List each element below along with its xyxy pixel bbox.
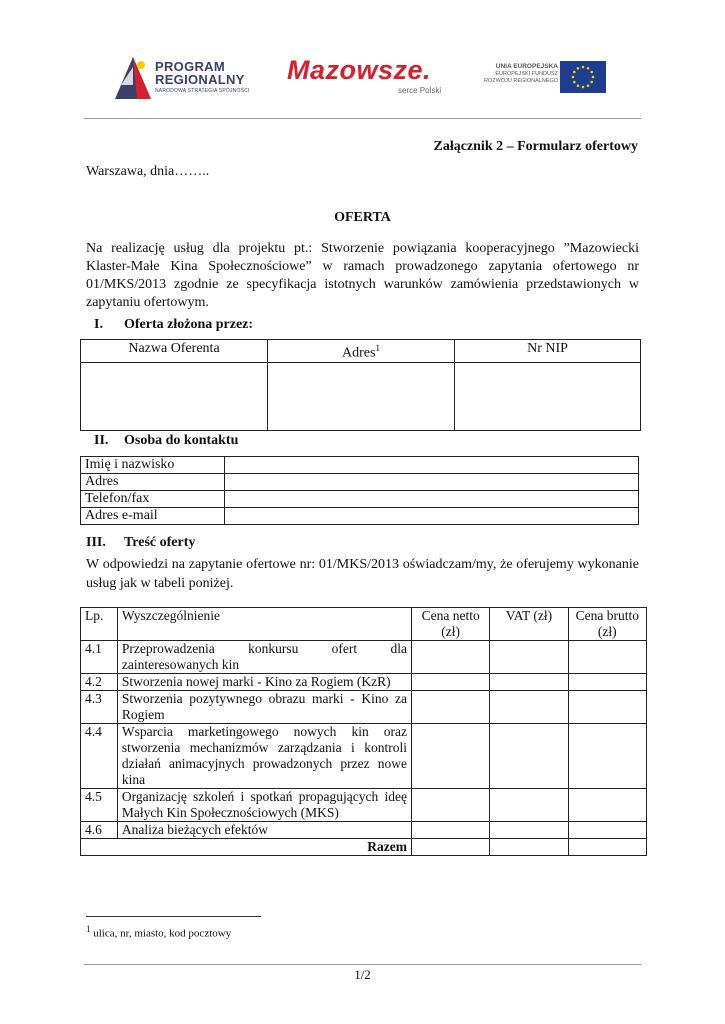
footnote-text: ulica, nr, miasto, kod pocztowy [93,927,232,940]
section2-title: Osoba do kontaktu [124,433,239,448]
footnote [86,924,231,940]
row-desc: Analiza bieżących efektów [117,822,411,839]
row-lp: 4.5 [81,789,118,822]
program-line1: PROGRAM [155,59,225,74]
footnote-number: 1 [86,924,91,934]
heading-text: OFERTA [334,210,391,225]
table-row [81,789,647,822]
row-netto[interactable] [411,641,489,674]
contact-row-address [81,474,639,491]
col-nazwa-oferenta: Nazwa Oferenta [81,340,268,363]
cell-nr-nip[interactable] [455,362,641,430]
table-row [81,724,647,789]
intro-paragraph: Na realizację usług dla projektu pt.: Stworzenie powiązania kooperacyjnego ”Mazowiecki Klaster-Małe Kina Społecznościowe” w ramach prowadzonego zapytania ofertowego nr 01/MKS/2013 zgodnie ze specyfikacja istotnych warunków zamówienia przedstawionych w zapytaniu ofertowym. [86,241,639,310]
mazowsze-subtitle: serce Polski [398,86,442,95]
col-nr-nip: Nr NIP [455,340,641,363]
row-desc: Przeprowadzenia konkursu ofert dla zainteresowanych kin [117,641,411,674]
contact-label-email: Adres e-mail [81,508,225,525]
row-brutto[interactable] [568,641,646,674]
row-netto[interactable] [411,674,489,691]
row-desc: Organizację szkoleń i spotkań propagujących ideę Małych Kin Społecznościowych (MKS) [117,789,411,822]
col-wyszczegolnienie: Wyszczególnienie [117,608,411,641]
section2-heading [94,433,238,449]
section1-number: I. [94,317,103,332]
contact-value-name[interactable] [225,457,639,474]
page-number: 1/2 [354,967,371,982]
offer-header-row [81,608,647,641]
row-lp: 4.4 [81,724,118,789]
contact-row-name [81,457,639,474]
section2-number: II. [94,433,109,448]
row-lp: 4.2 [81,674,118,691]
row-desc: Stworzenia pozytywnego obrazu marki - Kino za Rogiem [117,691,411,724]
contact-table [80,456,639,525]
footer-divider [84,964,641,965]
attachment-title: Załącznik 2 – Formularz ofertowy [433,139,638,154]
row-desc: Stworzenia nowej marki - Kino za Rogiem (KzR) [117,674,411,691]
eu-line1: UNIA EUROPEJSKA [495,63,558,70]
row-lp: 4.3 [81,691,118,724]
section3-heading [86,535,195,551]
table-row [81,691,647,724]
row-vat[interactable] [490,789,568,822]
row-vat[interactable] [490,641,568,674]
row-brutto[interactable] [568,724,646,789]
table-row [81,641,647,674]
row-lp: 4.1 [81,641,118,674]
cell-adres[interactable] [268,362,455,430]
row-brutto[interactable] [568,822,646,839]
row-lp: 4.6 [81,822,118,839]
row-brutto[interactable] [568,674,646,691]
city-date: Warszawa, dnia…….. [86,164,210,179]
section3-number: III. [86,535,106,550]
row-netto[interactable] [411,789,489,822]
table-row [81,674,647,691]
row-netto[interactable] [411,724,489,789]
total-row [81,839,647,856]
total-brutto[interactable] [568,839,646,856]
total-label: Razem [81,839,412,856]
mazowsze-logo: Mazowsze. [287,55,432,85]
row-vat[interactable] [490,822,568,839]
col-adres-label: Adres [342,345,376,361]
row-vat[interactable] [490,724,568,789]
row-vat[interactable] [490,674,568,691]
contact-value-email[interactable] [225,508,639,525]
row-desc: Wsparcia marketingowego nowych kin oraz stworzenia mechanizmów zarządzania i kontroli działań animacyjnych prowadzonych przez nowe kina [117,724,411,789]
table-row [81,822,647,839]
adres-footnote-ref: 1 [375,343,380,353]
total-netto[interactable] [411,839,489,856]
row-vat[interactable] [490,691,568,724]
program-regionalny-text [155,60,250,95]
cell-nazwa-oferenta[interactable] [81,362,268,430]
eu-flag-icon [560,61,606,93]
row-netto[interactable] [411,691,489,724]
eu-text [470,62,558,85]
contact-label-name: Imię i nazwisko [81,457,225,474]
section1-heading [94,317,253,333]
section1-title: Oferta złożona przez: [124,317,254,332]
col-vat: VAT (zł) [490,608,568,641]
contact-value-address[interactable] [225,474,639,491]
program-line3: NARODOWA STRATEGIA SPÓJNOŚCI [155,88,250,94]
document-heading [0,210,725,226]
offeror-table [80,339,641,431]
section3-title: Treść oferty [124,535,196,550]
total-vat[interactable] [490,839,568,856]
contact-row-phone [81,491,639,508]
col-lp: Lp. [81,608,118,641]
eu-line3: ROZWOJU REGIONALNEGO [484,78,558,84]
row-brutto[interactable] [568,789,646,822]
eu-line2: EUROPEJSKI FUNDUSZ [495,71,558,77]
col-adres [268,340,455,363]
program-regionalny-logo-icon [113,55,153,101]
contact-value-phone[interactable] [225,491,639,508]
offer-table [80,607,647,856]
row-brutto[interactable] [568,691,646,724]
col-cena-netto: Cena netto (zł) [411,608,489,641]
contact-label-phone: Telefon/fax [81,491,225,508]
response-paragraph: W odpowiedzi na zapytanie ofertowe nr: 01/MKS/2013 oświadczam/my, że oferujemy wykonanie usług jak w tabeli poniżej. [86,557,639,591]
program-line2: REGIONALNY [155,72,245,87]
footnote-divider [86,916,261,917]
header-divider [84,118,641,119]
col-cena-brutto: Cena brutto (zł) [568,608,646,641]
row-netto[interactable] [411,822,489,839]
contact-label-address: Adres [81,474,225,491]
contact-row-email [81,508,639,525]
